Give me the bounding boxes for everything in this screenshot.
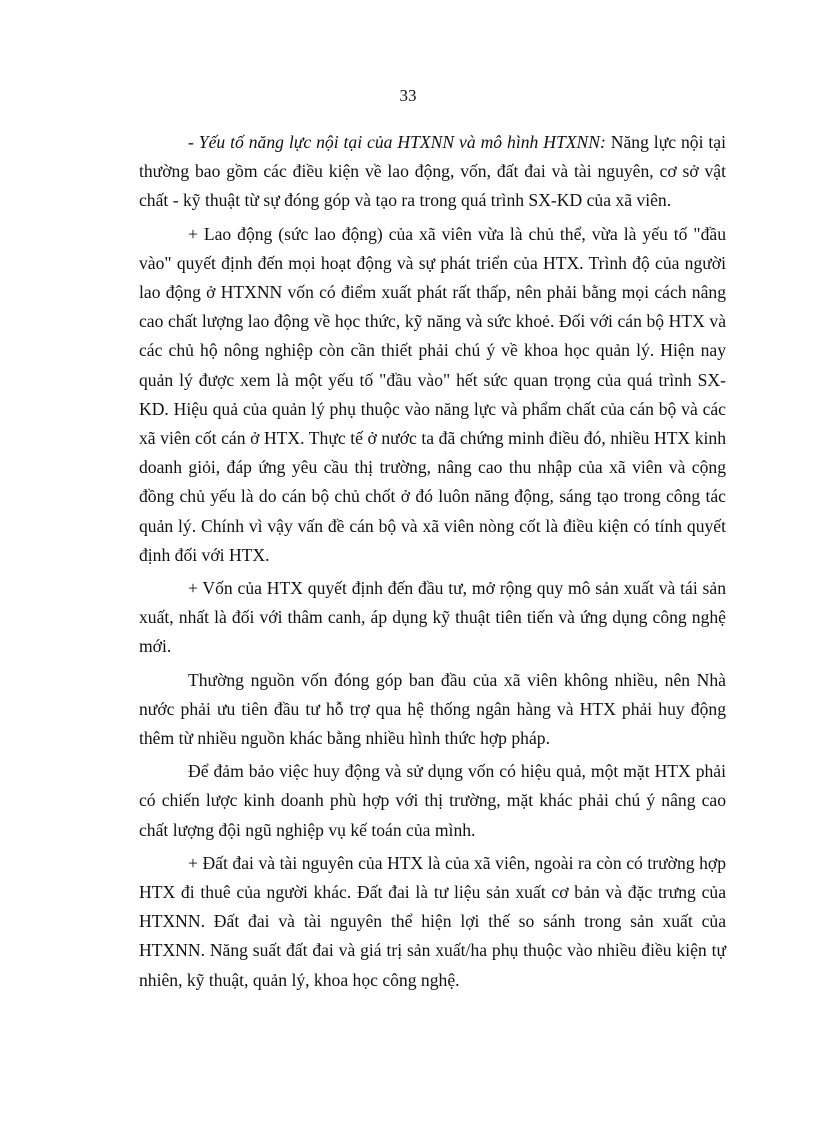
paragraph-capital-efficiency: Để đảm bảo việc huy động và sử dụng vốn có hiệu quả, một mặt HTX phải có chiến lược kinh doanh phù hợp với thị trường, mặt khác phải chú ý nâng cao chất lượng đội ngũ nghiệp vụ kế toán của mình.: [139, 761, 726, 840]
paragraph-internal-capacity: [139, 128, 726, 216]
paragraph-capital: + Vốn của HTX quyết định đến đầu tư, mở rộng quy mô sản xuất và tái sản xuất, nhất là đối với thâm canh, áp dụng kỹ thuật tiên tiến và ứng dụng công nghệ mới.: [139, 578, 726, 657]
paragraph-land-resources: + Đất đai và tài nguyên của HTX là của xã viên, ngoài ra còn có trường hợp HTX đi thuê của người khác. Đất đai là tư liệu sản xuất cơ bản và đặc trưng của HTXNN. Đất đai và tài nguyên thể hiện lợi thế so sánh trong sản xuất của HTXNN. Năng suất đất đai và giá trị sản xuất/ha phụ thuộc vào nhiều điều kiện tự nhiên, kỹ thuật, quản lý, khoa học công nghệ.: [139, 852, 726, 990]
paragraph-capital-sources: Thường nguồn vốn đóng góp ban đầu của xã viên không nhiều, nên Nhà nước phải ưu tiên đầu tư hỗ trợ qua hệ thống ngân hàng và HTX phải huy động thêm từ nhiều nguồn khác bằng nhiều hình thức hợp pháp.: [139, 669, 726, 749]
body-text: [139, 128, 726, 999]
paragraph-lead-italic: - Yếu tố năng lực nội tại của HTXNN và mô hình HTXNN:: [188, 132, 606, 152]
paragraph-text: Năng lực nội tại thường bao gồm các điều kiện về lao động, vốn, đất đai và tài nguyên, cơ sở vật chất - kỹ thuật từ sự đóng góp và tạo ra trong quá trình SX-KD của xã viên.: [139, 132, 726, 211]
paragraph-labor: + Lao động (sức lao động) của xã viên vừa là chủ thể, vừa là yếu tố "đầu vào" quyết định đến mọi hoạt động và sự phát triển của HTX. Trình độ của người lao động ở HTXNN vốn có điểm xuất phát rất thấp, nên phải bằng mọi cách nâng cao chất lượng lao động về học thức, kỹ năng và sức khoẻ. Đối với cán bộ HTX và các chủ hộ nông nghiệp còn cần thiết phải chú ý về khoa học quản lý. Hiện nay quản lý được xem là một yếu tố "đầu vào" hết sức quan trọng của quá trình SX-KD. Hiệu quả của quản lý phụ thuộc vào năng lực và phẩm chất của cán bộ và các xã viên cốt cán ở HTX. Thực tế ở nước ta đã chứng minh điều đó, nhiều HTX kinh doanh giỏi, đáp ứng yêu cầu thị trường, nâng cao thu nhập của xã viên và cộng đồng chủ yếu là do cán bộ chủ chốt ở đó luôn năng động, sáng tạo trong công tác quản lý. Chính vì vậy vấn đề cán bộ và xã viên nòng cốt là điều kiện có tính quyết định đối với HTX.: [139, 223, 726, 565]
page-number: 33: [399, 86, 417, 105]
